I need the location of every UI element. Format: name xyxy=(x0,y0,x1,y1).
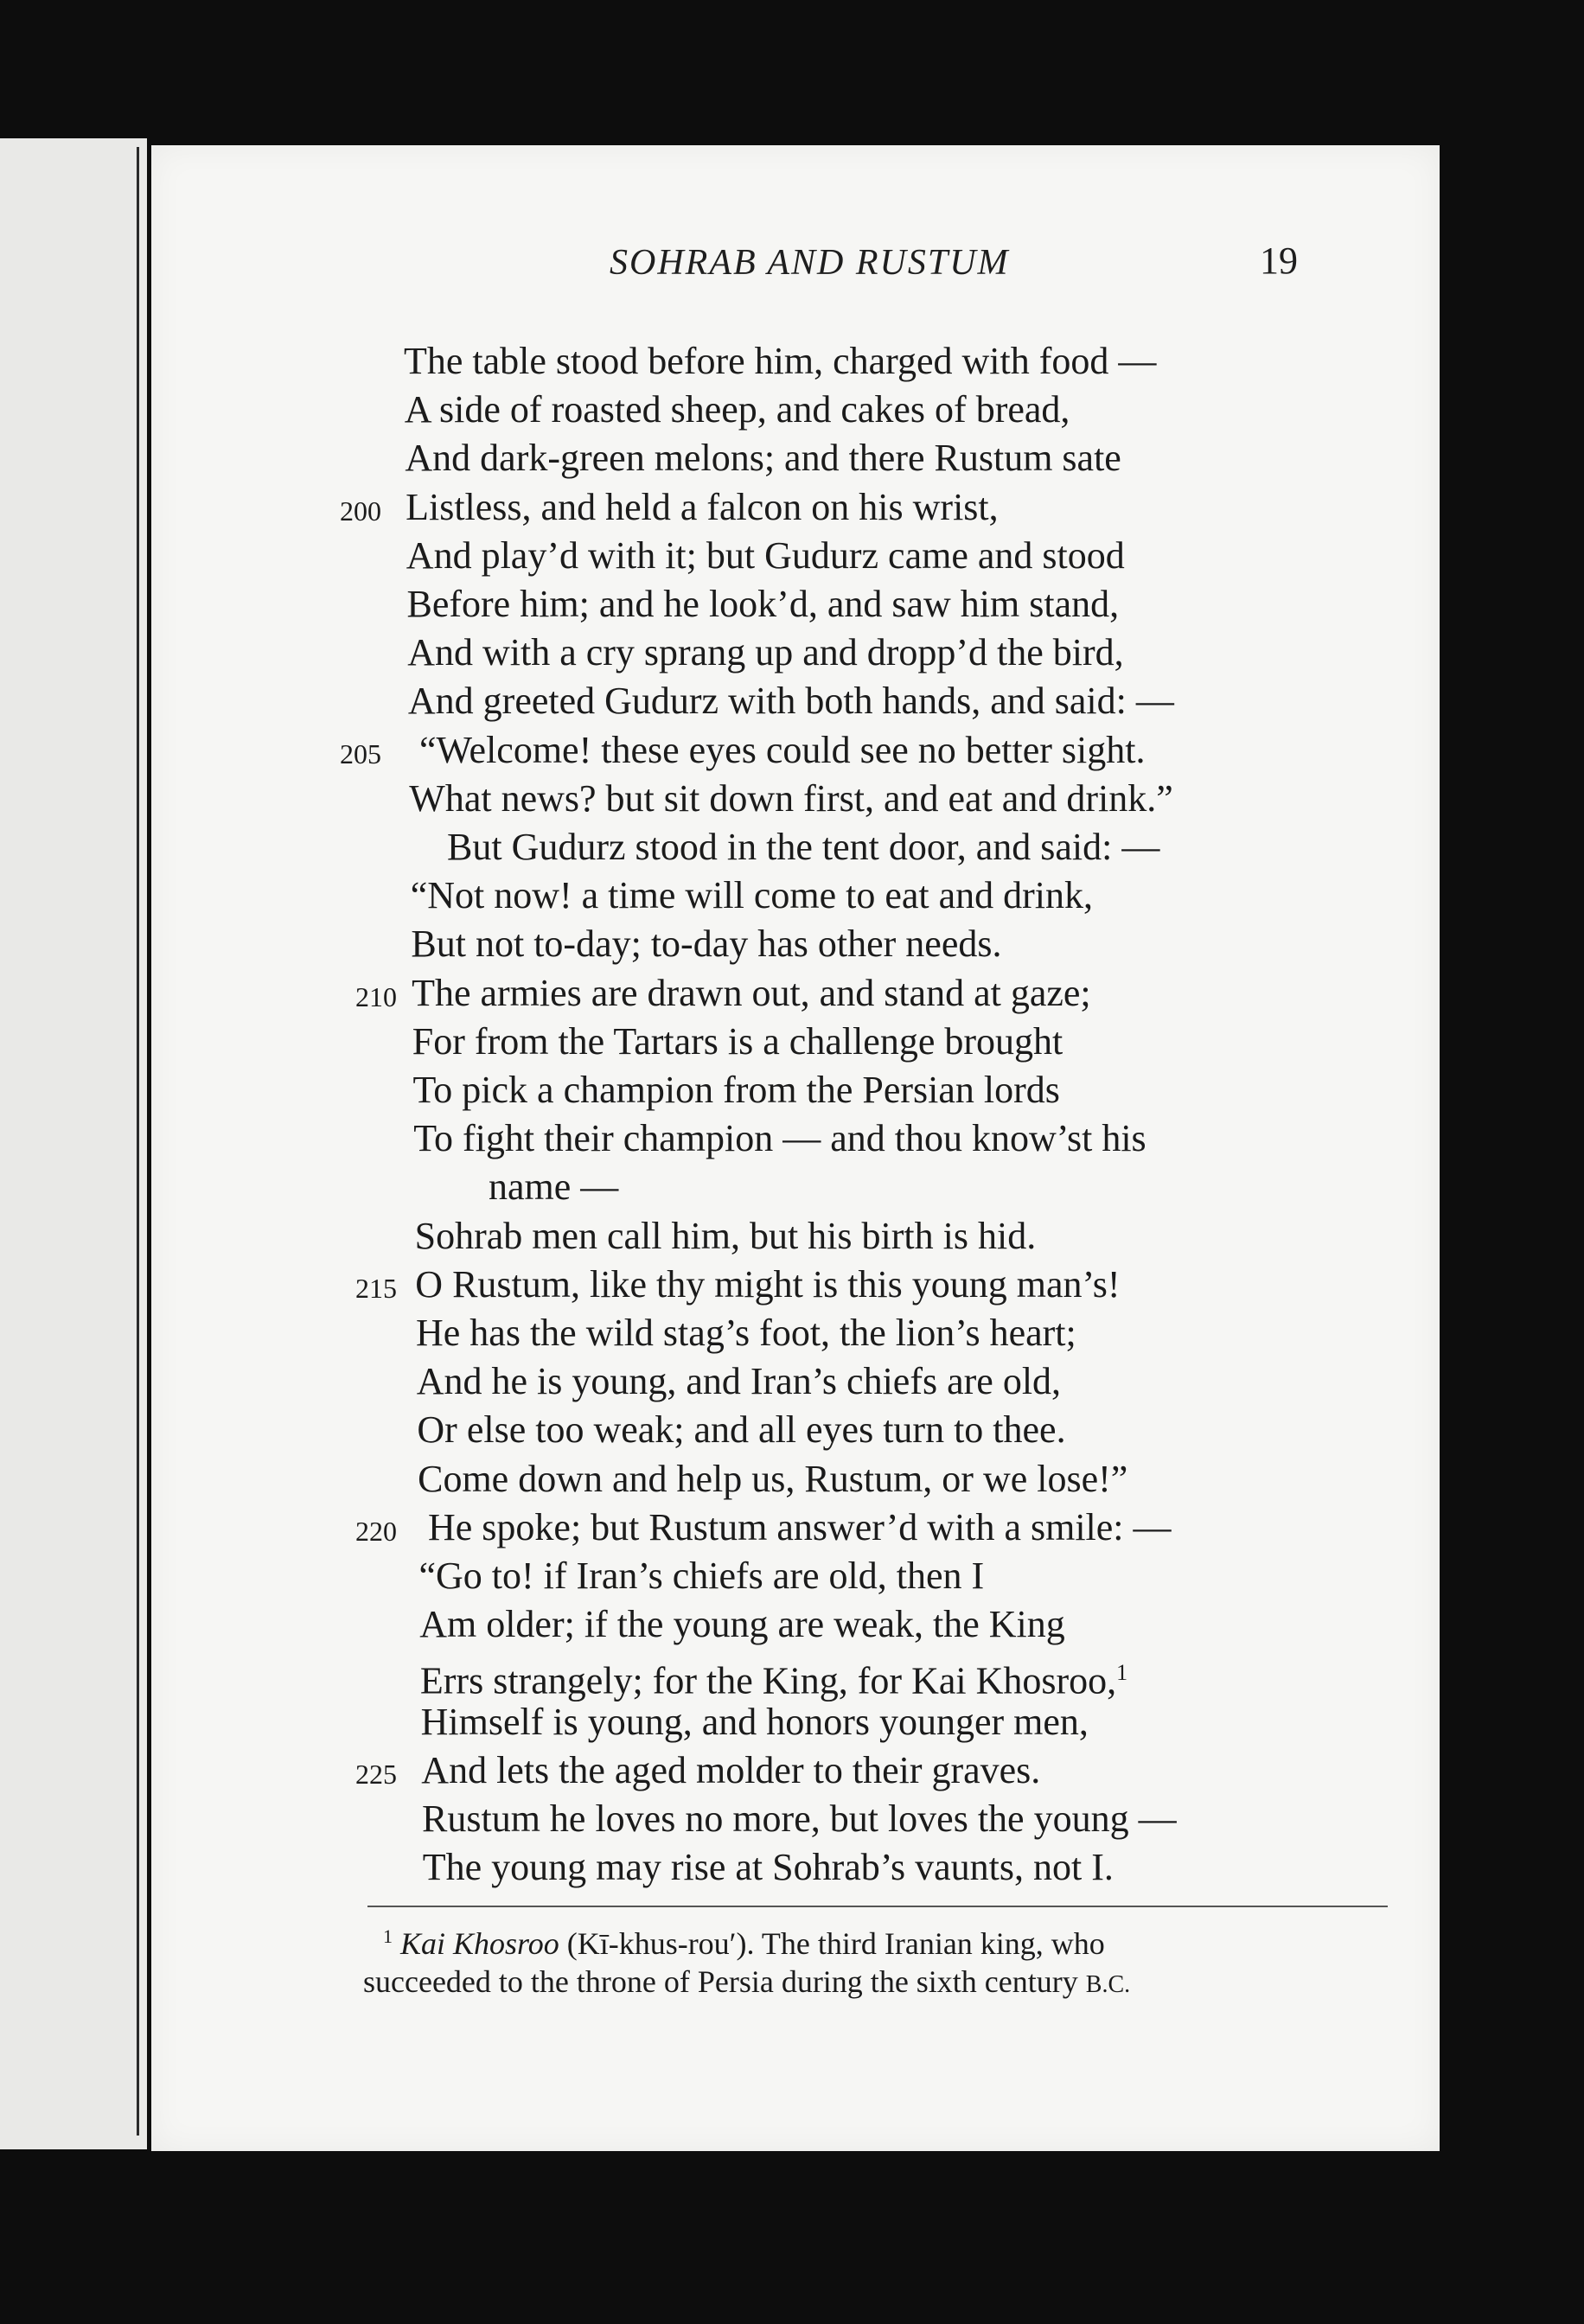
verse-line-text: A side of roasted sheep, and cakes of bread, xyxy=(404,388,1070,431)
verse-line xyxy=(419,1600,1065,1649)
line-number: 205 xyxy=(340,737,381,769)
verse-line-text: Listless, and held a falcon on his wrist, xyxy=(406,485,999,528)
footnote-pronunciation: (Kī-khus-rou′). xyxy=(566,1926,755,1961)
footnote-text-2: succeeded to the throne of Persia during the sixth century xyxy=(363,1964,1078,1999)
verse-line xyxy=(421,1698,1089,1746)
verse-line xyxy=(447,823,1159,872)
footnote-rule xyxy=(367,1906,1388,1907)
footnote-reference: 1 xyxy=(1116,1660,1128,1686)
verse-line xyxy=(422,1795,1177,1843)
verse-line-text: Or else too weak; and all eyes turn to thee. xyxy=(417,1408,1066,1452)
verse-line-text: Sohrab men call him, but his birth is hid. xyxy=(414,1214,1037,1257)
verse-line-text: And play’d with it; but Gudurz came and stood xyxy=(406,533,1125,577)
verse-line xyxy=(415,1261,1120,1309)
line-number: 215 xyxy=(355,1272,397,1304)
verse-line-text: Before him; and he look’d, and saw him stand, xyxy=(406,583,1120,625)
facing-page-edge xyxy=(0,138,147,2149)
verse-line-text: Errs strangely; for the King, for Kai Khosroo, xyxy=(419,1660,1117,1703)
verse-line xyxy=(419,1552,985,1600)
footnote-term: Kai Khosroo xyxy=(400,1926,559,1961)
verse-line xyxy=(415,1212,1037,1261)
verse-line xyxy=(423,1843,1114,1892)
verse-line-text: name — xyxy=(489,1165,619,1209)
verse-line xyxy=(407,629,1123,677)
verse-line xyxy=(405,434,1121,482)
footnote-text-1: The third Iranian king, who xyxy=(761,1926,1105,1961)
verse-line xyxy=(408,677,1174,725)
verse-line-text: But Gudurz stood in the tent door, and said: — xyxy=(447,826,1160,868)
verse-line-text: The armies are drawn out, and stand at gaze; xyxy=(412,971,1091,1014)
verse-line xyxy=(417,1357,1061,1406)
verse-line xyxy=(413,1066,1060,1114)
line-number: 225 xyxy=(355,1758,397,1790)
verse-line-text: “Not now! a time will come to eat and drink, xyxy=(410,874,1094,917)
verse-line-text: To pick a champion from the Persian lords xyxy=(412,1069,1060,1111)
footnote-era: B.C. xyxy=(1085,1971,1131,1998)
verse-line xyxy=(418,1455,1127,1504)
verse-line xyxy=(405,386,1070,434)
footnote-line-2 xyxy=(363,1961,1130,2006)
line-number: 220 xyxy=(355,1515,397,1547)
verse-line-text: “Welcome! these eyes could see no better sight. xyxy=(419,728,1146,771)
verse-line-text: Himself is young, and honors younger men, xyxy=(420,1700,1089,1743)
verse-line xyxy=(411,920,1001,968)
page-number: 19 xyxy=(1260,239,1298,282)
verse-line-text: The young may rise at Sohrab’s vaunts, not I. xyxy=(422,1846,1114,1889)
line-number: 200 xyxy=(340,495,381,527)
line-number: 210 xyxy=(355,980,397,1012)
verse-line xyxy=(412,969,1091,1018)
verse-line-text: And greeted Gudurz with both hands, and said: — xyxy=(407,680,1174,723)
verse-line-text: He spoke; but Rustum answer’d with a smile: — xyxy=(428,1505,1172,1548)
verse-line xyxy=(409,775,1172,823)
verse-line-text: “Go to! if Iran’s chiefs are old, then I xyxy=(418,1555,985,1597)
verse-line-text: For from the Tartars is a challenge brought xyxy=(412,1019,1063,1063)
verse-line xyxy=(406,483,999,532)
verse-line xyxy=(428,1504,1172,1552)
verse-line-text: To fight their champion — and thou know’st his xyxy=(413,1117,1146,1160)
verse-line xyxy=(416,1309,1076,1357)
verse-line xyxy=(404,337,1156,386)
verse-line xyxy=(421,1746,1040,1795)
verse-line-text: Come down and help us, Rustum, or we lose!” xyxy=(418,1457,1128,1500)
verse-line-text: Am older; if the young are weak, the King xyxy=(419,1603,1065,1646)
book-gutter xyxy=(137,147,139,2136)
verse-line xyxy=(489,1163,618,1211)
verse-line-text: And with a cry sprang up and dropp’d the bird, xyxy=(407,631,1124,674)
verse-line-text: The table stood before him, charged with food — xyxy=(404,340,1157,382)
book-page xyxy=(151,145,1440,2151)
footnote-line-1 xyxy=(383,1916,1105,1964)
footnote-marker: 1 xyxy=(383,1925,393,1947)
verse-line xyxy=(419,726,1145,775)
verse-line-text: He has the wild stag’s foot, the lion’s heart; xyxy=(416,1312,1076,1354)
verse-line-text: And lets the aged molder to their graves. xyxy=(421,1748,1041,1791)
verse-line xyxy=(417,1406,1065,1454)
running-head: SOHRAB AND RUSTUM xyxy=(610,243,1010,283)
verse-line-text: But not to-day; to-day has other needs. xyxy=(411,923,1002,966)
verse-line-text: And dark-green melons; and there Rustum sate xyxy=(405,437,1121,480)
verse-line xyxy=(407,580,1120,629)
verse-line xyxy=(412,1018,1063,1066)
verse-line xyxy=(413,1114,1146,1163)
verse-line-text: Rustum he loves no more, but loves the young — xyxy=(422,1797,1177,1840)
verse-line-text: And he is young, and Iran’s chiefs are old, xyxy=(416,1360,1062,1403)
verse-line-text: What news? but sit down first, and eat and drink.” xyxy=(409,776,1173,820)
verse-line xyxy=(411,872,1093,920)
verse-line xyxy=(406,532,1125,580)
verse-line-text: O Rustum, like thy might is this young man’s! xyxy=(415,1262,1121,1306)
